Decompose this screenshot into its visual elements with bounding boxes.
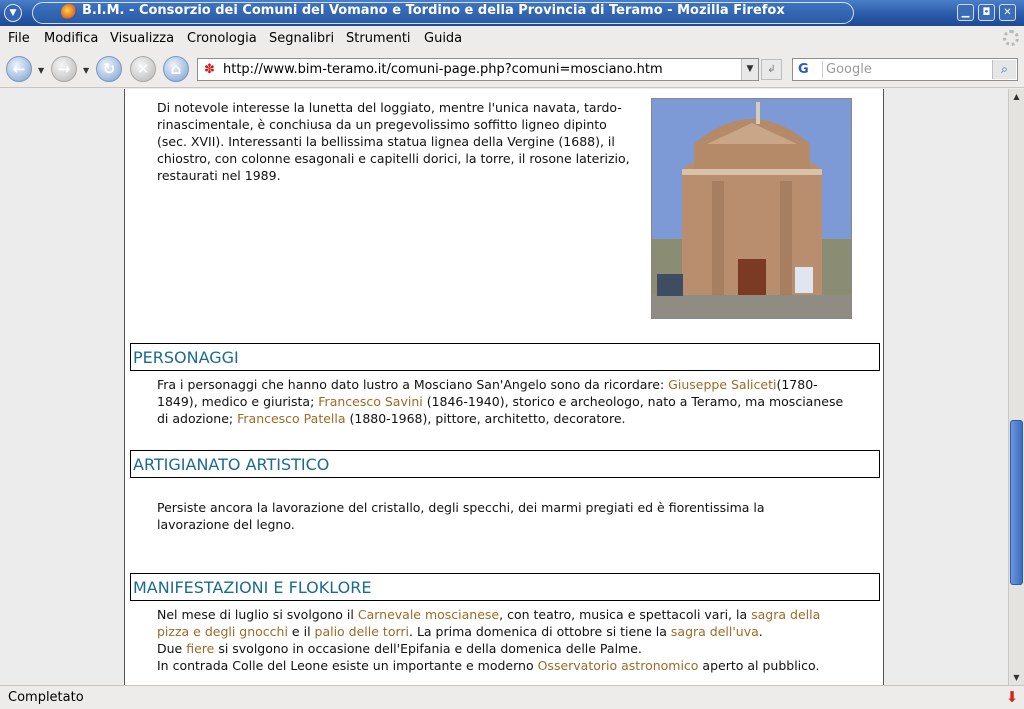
reload-icon: ↻ (102, 60, 116, 78)
url-history-dropdown[interactable]: ▼ (741, 59, 758, 80)
text-fragment: Nel mese di luglio si svolgono il (157, 607, 358, 622)
text-fragment: aperto al pubblico. (698, 658, 820, 673)
menu-guida[interactable]: Guida (424, 31, 463, 46)
go-button[interactable]: ↲ (761, 59, 782, 80)
link-fiere[interactable]: fiere (186, 641, 215, 656)
firefox-icon (61, 4, 77, 20)
search-bar (792, 58, 1018, 81)
link-francesco-patella[interactable]: Francesco Patella (237, 411, 346, 426)
navigation-toolbar (0, 52, 1024, 88)
window-menu-button[interactable]: ▼ (4, 4, 22, 22)
site-favicon-icon: ✽ (204, 62, 215, 77)
text-fragment: (1846-1940), storico e archeologo, nato a Teramo, ma moscianese di adozione; (157, 394, 844, 426)
scroll-up-arrow-icon[interactable]: ▲ (1013, 92, 1020, 101)
minimize-button[interactable]: ▁ (957, 4, 974, 21)
page-column (124, 89, 884, 685)
search-magnifier-icon[interactable]: ⌕ (992, 60, 1016, 79)
artigianato-paragraph: Persiste ancora la lavorazione del cristallo, degli specchi, dei marmi pregiati ed è fiorentissima la lavorazione del legno. (157, 500, 765, 532)
address-bar[interactable] (197, 58, 759, 81)
text-fragment: (1780-1849), medico e giurista; (157, 377, 818, 409)
activity-throbber-icon (1003, 30, 1019, 46)
menu-segnalibri[interactable]: Segnalibri (269, 31, 335, 46)
text-fragment: (1880-1968), pittore, architetto, decoratore. (345, 411, 626, 426)
text-fragment: , con teatro, musica e spettacoli vari, la (499, 607, 752, 622)
back-button[interactable] (6, 56, 32, 82)
search-engine-selector[interactable]: G (795, 61, 823, 78)
section-heading-artigianato (130, 450, 880, 478)
window-titlebar (0, 0, 1024, 26)
menu-modifica[interactable]: Modifica (44, 31, 99, 46)
download-arrow-icon[interactable]: ⬇ (1005, 688, 1019, 706)
stop-button[interactable] (130, 56, 156, 82)
status-bar (0, 685, 1024, 709)
menu-strumenti[interactable]: Strumenti (346, 31, 411, 46)
menu-visualizza[interactable]: Visualizza (110, 31, 175, 46)
text-fragment: si svolgono in occasione dell'Epifania e della domenica delle Palme. (214, 641, 642, 656)
section-heading-personaggi (130, 343, 880, 371)
search-input[interactable] (826, 61, 990, 78)
forward-arrow-icon: → (57, 60, 71, 78)
home-icon: ⌂ (170, 60, 182, 78)
link-carnevale-moscianese[interactable]: Carnevale moscianese (357, 607, 500, 622)
link-francesco-savini[interactable]: Francesco Savini (318, 394, 423, 409)
text-fragment: In contrada Colle del Leone esiste un importante e moderno (157, 658, 538, 673)
section-title-manifestazioni: MANIFESTAZIONI E FLOKLORE (133, 578, 372, 597)
section-title-artigianato: ARTIGIANATO ARTISTICO (133, 455, 330, 474)
menu-bar (0, 26, 1024, 52)
content-viewport (0, 89, 1008, 685)
close-button[interactable]: ✕ (999, 4, 1016, 21)
scroll-down-arrow-icon[interactable]: ▼ (1013, 673, 1020, 682)
vertical-scrollbar[interactable] (1008, 89, 1024, 685)
intro-paragraph: Di notevole interesse la lunetta del loggiato, mentre l'unica navata, tardo-rinascimentale, è conchiusa da un pregevolissimo soffitto ligneo dipinto (sec. XVII). Interessanti la bellissima statua lignea della Vergine (1688), il chiostro, con colonne esagonali e capitelli dorici, la torre, il rosone laterizio, restaurati nel 1989. (157, 100, 630, 183)
scrollbar-thumb[interactable] (1010, 420, 1023, 585)
forward-button[interactable] (51, 56, 77, 82)
text-fragment: Due (157, 641, 187, 656)
forward-history-dropdown[interactable]: ▼ (83, 66, 90, 75)
link-giuseppe-saliceti[interactable]: Giuseppe Saliceti (668, 377, 777, 392)
menu-cronologia[interactable]: Cronologia (187, 31, 257, 46)
link-sagra-dell-uva[interactable]: sagra dell'uva (670, 624, 759, 639)
stop-icon: ✕ (136, 60, 150, 78)
back-arrow-icon: ← (12, 60, 26, 78)
section-heading-manifestazioni (130, 573, 880, 601)
link-osservatorio-astronomico[interactable]: Osservatorio astronomico (537, 658, 699, 673)
section-title-personaggi: PERSONAGGI (133, 348, 239, 367)
church-photo (651, 98, 852, 319)
manifestazioni-paragraph (157, 606, 847, 674)
window-title: B.I.M. - Consorzio dei Comuni del Vomano e Tordino e della Provincia di Teramo - Mozilla Firefox (82, 3, 785, 18)
link-palio-delle-torri[interactable]: palio delle torri (314, 624, 409, 639)
maximize-button[interactable]: ◘ (978, 4, 995, 21)
personaggi-paragraph (157, 376, 847, 427)
link-sagra-pizza-gnocchi[interactable]: sagra della pizza e degli gnocchi (157, 607, 821, 639)
home-button[interactable] (163, 56, 189, 82)
menu-file[interactable]: File (8, 31, 30, 46)
status-text: Completato (8, 690, 84, 705)
text-fragment: . La prima domenica di ottobre si tiene la (409, 624, 671, 639)
text-fragment: . (758, 624, 763, 639)
text-fragment: Fra i personaggi che hanno dato lustro a Mosciano San'Angelo sono da ricordare: (157, 377, 669, 392)
url-text[interactable]: http://www.bim-teramo.it/comuni-page.php?comuni=mosciano.htm (223, 62, 663, 77)
reload-button[interactable] (96, 56, 122, 82)
text-fragment: e il (287, 624, 315, 639)
back-history-dropdown[interactable]: ▼ (38, 66, 45, 75)
